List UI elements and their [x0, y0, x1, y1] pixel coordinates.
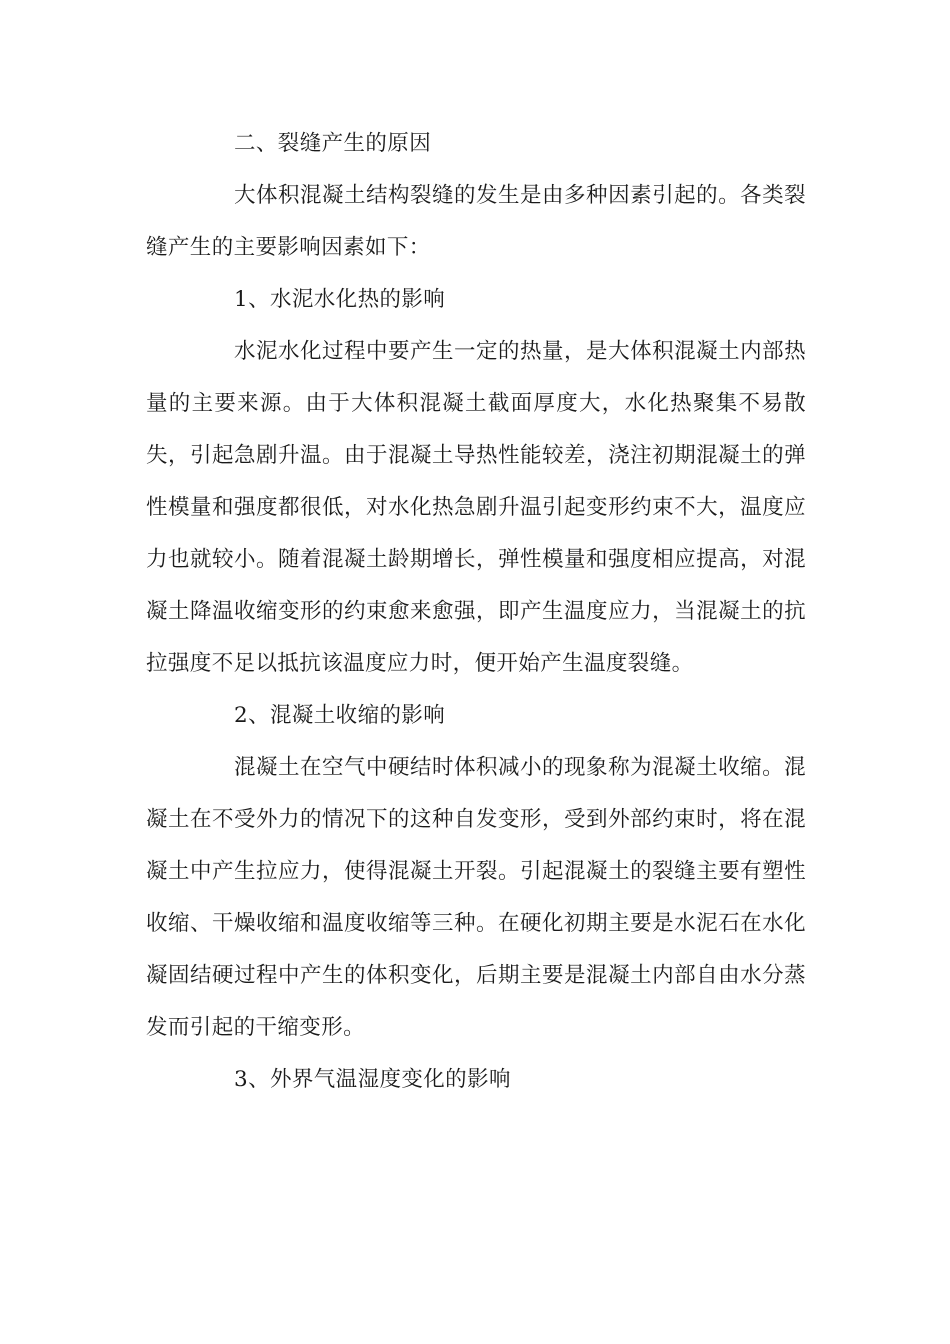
section-heading: 二、裂缝产生的原因 [234, 131, 432, 156]
item2-heading: 2、混凝土收缩的影响 [234, 703, 446, 728]
document-body [146, 118, 806, 1106]
item1-heading: 1、水泥水化热的影响 [234, 287, 446, 312]
intro-paragraph: 大体积混凝土结构裂缝的发生是由多种因素引起的。各类裂缝产生的主要影响因素如下： [146, 183, 806, 260]
item3-heading: 3、外界气温湿度变化的影响 [234, 1067, 511, 1092]
item1-paragraph: 水泥水化过程中要产生一定的热量，是大体积混凝土内部热量的主要来源。由于大体积混凝土截面厚度大，水化热聚集不易散失，引起急剧升温。由于混凝土导热性能较差，浇注初期混凝土的弹性模量和强度都很低，对水化热急剧升温引起变形约束不大，温度应力也就较小。随着混凝土龄期增长，弹性模量和强度相应提高，对混凝土降温收缩变形的约束愈来愈强，即产生温度应力，当混凝土的抗拉强度不足以抵抗该温度应力时，便开始产生温度裂缝。 [146, 339, 806, 676]
item2-paragraph: 混凝土在空气中硬结时体积减小的现象称为混凝土收缩。混凝土在不受外力的情况下的这种自发变形，受到外部约束时，将在混凝土中产生拉应力，使得混凝土开裂。引起混凝土的裂缝主要有塑性收缩、干燥收缩和温度收缩等三种。在硬化初期主要是水泥石在水化凝固结硬过程中产生的体积变化，后期主要是混凝土内部自由水分蒸发而引起的干缩变形。 [146, 755, 806, 1040]
